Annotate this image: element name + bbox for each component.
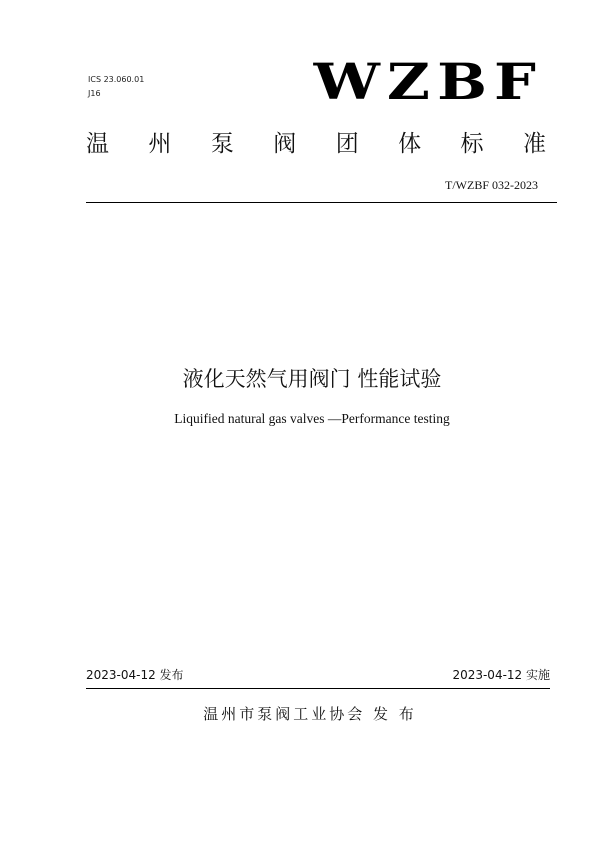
- wzbf-logo: WZBF: [313, 52, 543, 111]
- publisher: 温州市泵阀工业协会 发 布: [203, 705, 417, 723]
- org-title-char: 体: [398, 131, 422, 157]
- ccs-code: J16: [88, 89, 101, 98]
- document-title-chinese: 液化天然气用阀门 性能试验: [182, 367, 442, 391]
- org-title-char: 州: [148, 131, 172, 157]
- org-title-char: 温: [86, 131, 109, 157]
- standard-number: T/WZBF 032-2023: [445, 178, 538, 192]
- ics-code: ICS 23.060.01: [88, 75, 145, 84]
- org-title-char: 团: [335, 131, 359, 157]
- publish-date: 2023-04-12 发布: [86, 668, 184, 682]
- header-divider: [86, 202, 557, 203]
- footer-divider: [86, 688, 550, 689]
- org-title-char: 准: [522, 131, 546, 157]
- implement-date: 2023-04-12 实施: [452, 668, 550, 682]
- org-title-char: 泵: [210, 131, 234, 157]
- document-title-english: Liquified natural gas valves —Performance testing: [174, 411, 450, 426]
- organization-standard-title: [86, 128, 546, 160]
- org-title-char: 阀: [273, 131, 297, 157]
- org-title-char: 标: [460, 131, 484, 157]
